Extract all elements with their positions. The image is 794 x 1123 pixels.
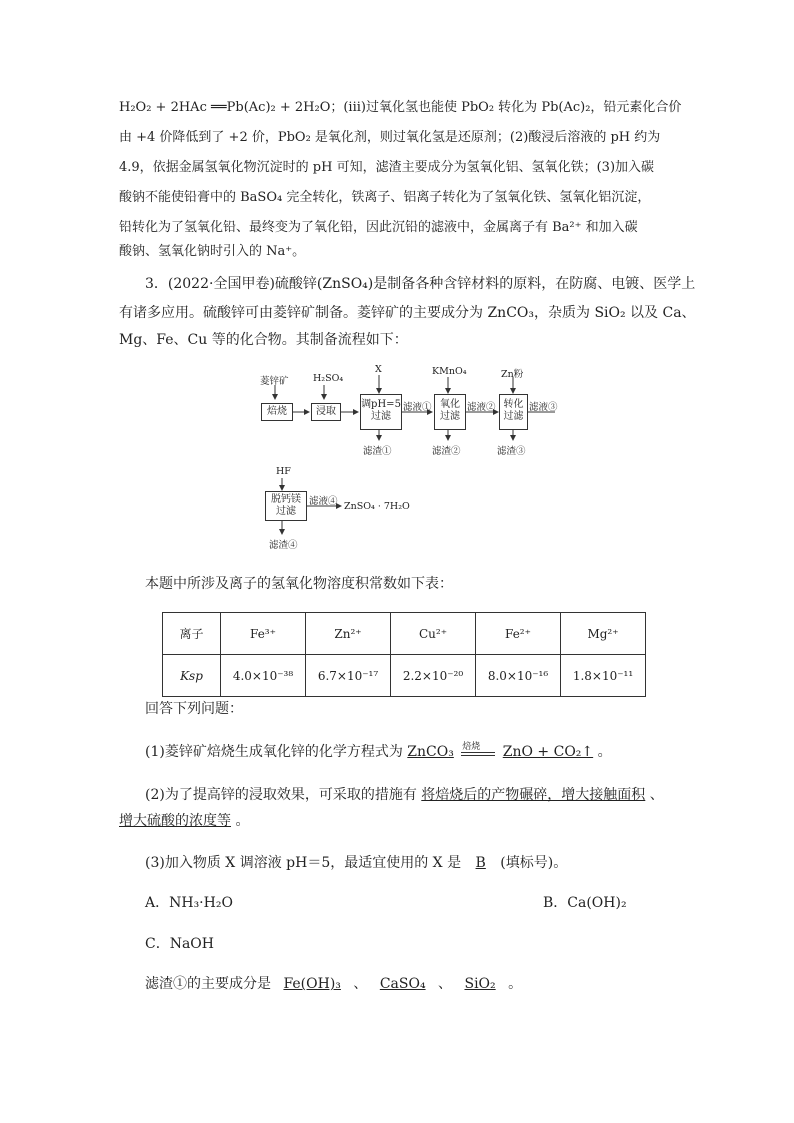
table-cell: Mg²⁺	[561, 613, 646, 655]
box-decal-line2: 过滤	[276, 506, 296, 517]
question-line: 有诸多应用。硫酸锌可由菱锌矿制备。菱锌矿的主要成分为 ZnCO₃，杂质为 SiO₂ 以及 Ca、	[119, 305, 696, 321]
label-kmno4: KMnO₄	[432, 366, 467, 377]
box-roast: 焙烧	[261, 403, 293, 421]
box-conversion	[499, 394, 528, 430]
equals-sign	[461, 752, 495, 756]
question-line: 3．(2022·全国甲卷)硫酸锌(ZnSO₄)是制备各种含锌材料的原料，在防腐、电镀、医学上	[145, 276, 696, 292]
q1-line	[145, 741, 612, 761]
q2-line2	[119, 810, 249, 830]
para-line: 由 +4 价降低到了 +2 价，PbO₂ 是氧化剂，则过氧化氢是还原剂；(2)酸浸后溶液的 pH 约为	[119, 130, 661, 145]
q1-end: 。	[597, 744, 612, 760]
option-a: A．NH₃·H₂O	[145, 895, 233, 911]
q1-condition	[458, 742, 498, 759]
box-leach: 浸取	[311, 403, 341, 421]
q1-condition-text: 焙烧	[462, 742, 481, 752]
table-header-row	[163, 613, 646, 655]
label-zn-powder: Zn粉	[501, 369, 524, 380]
label-x: X	[375, 364, 382, 375]
label-residue3: 滤渣③	[497, 446, 526, 457]
box-oxidation	[434, 394, 466, 430]
residue-sep-2: 、	[438, 976, 453, 992]
residue-text: 滤渣①的主要成分是	[145, 976, 271, 992]
question-line: Mg、Fe、Cu 等的化合物。其制备流程如下：	[119, 332, 408, 348]
table-row	[163, 655, 646, 697]
box-decalcify	[265, 491, 307, 521]
residue-end: 。	[508, 976, 523, 992]
table-cell: 离子	[163, 613, 221, 655]
answer-prompt: 回答下列问题：	[145, 701, 243, 717]
residue-answer-3: SiO₂	[464, 976, 496, 992]
q1-answer-a: ZnCO₃	[407, 744, 454, 760]
table-cell: 1.8×10⁻¹¹	[561, 655, 646, 697]
flow-arrows	[255, 363, 555, 563]
process-flow-diagram	[255, 363, 558, 563]
para-line: 酸钠不能使铅膏中的 BaSO₄ 完全转化，铁离子、铝离子转化为了氢氧化铁、氢氧化铝沉淀，	[119, 190, 651, 205]
q1-answer-b: ZnO + CO₂↑	[502, 744, 594, 760]
box-adjust-line2: 过滤	[371, 411, 391, 422]
label-residue2: 滤渣②	[432, 446, 461, 457]
box-oxid-line1: 氧化	[440, 399, 460, 410]
label-h2so4: H₂SO₄	[313, 373, 344, 384]
para-line: 铅转化为了氢氧化铅、最终变为了氧化铅，因此沉铅的滤液中，金属离子有 Ba²⁺ 和加入碳	[119, 220, 638, 235]
para-line: H₂O₂ + 2HAc ══Pb(Ac)₂ + 2H₂O；(iii)过氧化氢也能使 PbO₂ 转化为 Pb(Ac)₂，铅元素化合价	[119, 100, 682, 115]
residue-line	[145, 973, 522, 993]
box-decal-line1: 脱钙镁	[271, 494, 301, 505]
table-cell: Fe²⁺	[476, 613, 561, 655]
q3-answer: B	[475, 855, 486, 871]
box-oxid-line2: 过滤	[440, 411, 460, 422]
q3-text: (3)加入物质 X 调溶液 pH＝5，最适宜使用的 X 是	[145, 855, 462, 871]
para-line: 4.9，依据金属氢氧化物沉淀时的 pH 可知，滤渣主要成分为氢氧化铝、氢氧化铁；(3)加入碳	[119, 160, 655, 175]
q2-sep: 、	[649, 787, 664, 803]
q2-answer-2: 增大硫酸的浓度等	[119, 813, 231, 829]
table-cell: 6.7×10⁻¹⁷	[306, 655, 391, 697]
ksp-label: Ksp	[180, 668, 203, 683]
label-filtrate4: 滤液④	[309, 496, 338, 507]
label-hf: HF	[276, 466, 291, 477]
ksp-table	[162, 612, 646, 697]
label-ore: 菱锌矿	[260, 376, 289, 387]
table-cell: 8.0×10⁻¹⁶	[476, 655, 561, 697]
box-conv-line2: 过滤	[503, 411, 524, 422]
label-filtrate1: 滤液①	[403, 402, 432, 413]
table-intro: 本题中所涉及离子的氢氧化物溶度积常数如下表：	[145, 576, 453, 592]
table-cell: Cu²⁺	[391, 613, 476, 655]
label-residue1: 滤渣①	[363, 446, 392, 457]
option-b: B．Ca(OH)₂	[543, 895, 627, 911]
option-c: C．NaOH	[145, 936, 214, 952]
table-cell: 4.0×10⁻³⁸	[221, 655, 306, 697]
q2-answer-1: 将焙烧后的产物碾碎，增大接触面积	[421, 787, 646, 803]
residue-sep-1: 、	[353, 976, 368, 992]
label-residue4: 滤渣④	[269, 540, 298, 551]
box-conv-line1: 转化	[503, 399, 524, 410]
residue-answer-2: CaSO₄	[379, 976, 426, 992]
label-filtrate3: 滤液③	[529, 402, 558, 413]
q3-end: (填标号)。	[500, 855, 568, 871]
table-cell	[163, 655, 221, 697]
table-cell: 2.2×10⁻²⁰	[391, 655, 476, 697]
q1-text: (1)菱锌矿焙烧生成氧化锌的化学方程式为	[145, 744, 403, 760]
table-cell: Zn²⁺	[306, 613, 391, 655]
table-cell: Fe³⁺	[221, 613, 306, 655]
box-adjust-ph	[360, 394, 402, 430]
residue-answer-1: Fe(OH)₃	[283, 976, 341, 992]
q3-line	[145, 852, 567, 872]
label-product: ZnSO₄ · 7H₂O	[344, 501, 410, 512]
para-line: 酸钠、氢氧化钠时引入的 Na⁺。	[119, 244, 306, 259]
q2-text: (2)为了提高锌的浸取效果，可采取的措施有	[145, 787, 417, 803]
q2-line	[145, 784, 664, 804]
q2-end: 。	[235, 813, 250, 829]
label-filtrate2: 滤液②	[467, 402, 496, 413]
box-adjust-line1: 调pH=5	[361, 399, 401, 410]
